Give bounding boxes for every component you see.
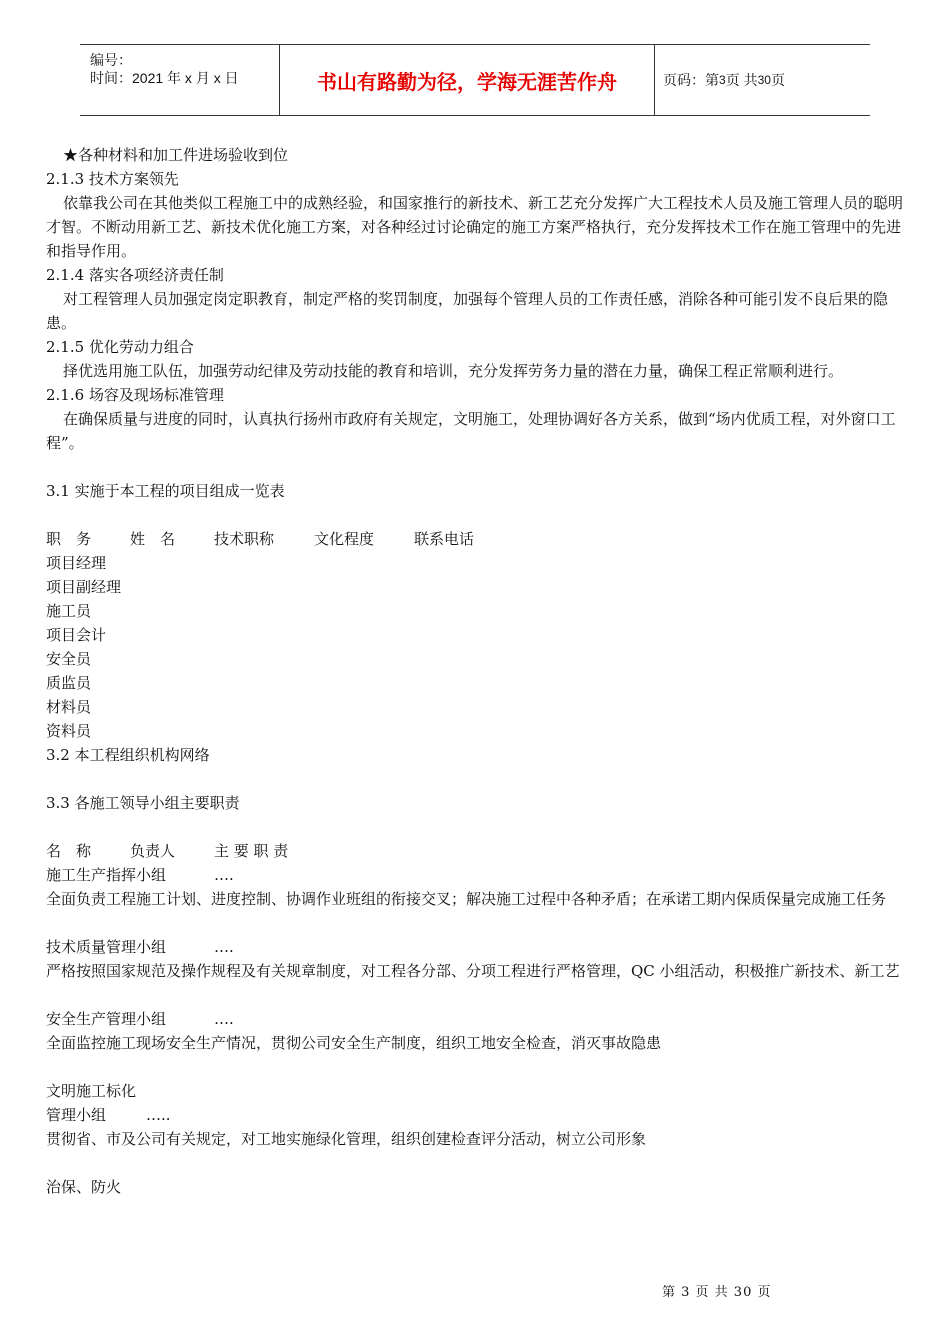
page-suffix: 页: [770, 72, 785, 88]
group-duty: 严格按照国家规范及操作规程及有关规章制度，对工程各分部、分项工程进行严格管理，QC 小组活动，积极推广新技术、新工艺: [46, 962, 900, 980]
group-leader: ….: [214, 1010, 234, 1028]
column-header: 技术职称: [214, 530, 275, 548]
group-leader: ….: [214, 938, 234, 956]
section-heading: 3.1 实施于本工程的项目组成一览表: [46, 482, 285, 500]
section-heading: 2.1.4 落实各项经济责任制: [46, 266, 224, 284]
page-header: [80, 44, 870, 116]
column-header: 名 称: [46, 842, 92, 860]
group-duty: 全面监控施工现场安全生产情况，贯彻公司安全生产制度，组织工地安全检查，消灭事故隐患: [46, 1034, 662, 1052]
header-motto: 书山有路勤为径，学海无涯苦作舟: [280, 45, 655, 115]
column-header: 联系电话: [414, 530, 475, 548]
group-name: 安全生产管理小组: [46, 1010, 167, 1028]
document-body: [46, 143, 914, 1199]
duty-header-row: [46, 839, 914, 863]
table-row: 资料员: [46, 722, 92, 740]
column-header: 主 要 职 责: [214, 842, 289, 860]
table-row: 质监员: [46, 674, 92, 692]
time-label: 时间：2021 年 x 月 x 日: [90, 70, 239, 86]
group-name: 技术质量管理小组: [46, 938, 167, 956]
column-header: 文化程度: [314, 530, 375, 548]
paragraph: 依靠我公司在其他类似工程施工中的成熟经验，和国家推行的新技术、新工艺充分发挥广大工程技术人员及施工管理人员的聪明才智。不断动用新工艺、新技术优化施工方案，对各种经过讨论确定的施工方案严格执行，充分发挥技术工作在施工管理中的先进和指导作用。: [46, 194, 904, 260]
group-duty: 贯彻省、市及公司有关规定，对工地实施绿化管理，组织创建检查评分活动，树立公司形象: [46, 1130, 647, 1148]
column-header: 负责人: [130, 842, 176, 860]
page-prefix: 页码：第: [663, 72, 719, 88]
page-footer: 第 3 页 共 30 页: [662, 1285, 772, 1300]
group-name: 管理小组: [46, 1106, 107, 1124]
page-mid: 页 共: [725, 72, 758, 88]
group-name: 治保、防火: [46, 1178, 122, 1196]
group-row: [46, 1007, 914, 1031]
section-heading: 2.1.3 技术方案领先: [46, 170, 179, 188]
section-heading: 3.2 本工程组织机构网络: [46, 746, 210, 764]
table-row: 项目经理: [46, 554, 107, 572]
table-row: 材料员: [46, 698, 92, 716]
table-row: 施工员: [46, 602, 92, 620]
table-row: 安全员: [46, 650, 92, 668]
page-number: 3: [719, 73, 726, 87]
column-header: 姓 名: [130, 530, 176, 548]
group-name: 文明施工标化: [46, 1082, 137, 1100]
paragraph: 择优选用施工队伍，加强劳动纪律及劳动技能的教育和培训，充分发挥劳务力量的潜在力量，确保工程正常顺利进行。: [63, 362, 844, 380]
table-header-row: [46, 527, 914, 551]
group-leader: …..: [146, 1106, 171, 1124]
header-info-cell: [80, 45, 280, 115]
page-total: 30: [757, 73, 771, 87]
paragraph: 在确保质量与进度的同时，认真执行扬州市政府有关规定，文明施工，处理协调好各方关系，做到“场内优质工程，对外窗口工程”。: [46, 410, 896, 452]
group-leader: ….: [214, 866, 234, 884]
paragraph: ★各种材料和加工件进场验收到位: [63, 146, 289, 164]
table-row: 项目副经理: [46, 578, 122, 596]
group-name: 施工生产指挥小组: [46, 866, 167, 884]
section-heading: 2.1.6 场容及现场标准管理: [46, 386, 224, 404]
column-header: 职 务: [46, 530, 92, 548]
group-row: [46, 935, 914, 959]
group-row: [46, 1103, 914, 1127]
group-duty: 全面负责工程施工计划、进度控制、协调作业班组的衔接交叉；解决施工过程中各种矛盾；在承诺工期内保质保量完成施工任务: [46, 890, 887, 908]
section-heading: 2.1.5 优化劳动力组合: [46, 338, 194, 356]
group-row: [46, 863, 914, 887]
number-label: 编号：: [90, 52, 132, 68]
table-row: 项目会计: [46, 626, 107, 644]
paragraph: 对工程管理人员加强定岗定职教育，制定严格的奖罚制度，加强每个管理人员的工作责任感，消除各种可能引发不良后果的隐患。: [46, 290, 889, 332]
section-heading: 3.3 各施工领导小组主要职责: [46, 794, 240, 812]
header-page-info: [655, 45, 870, 115]
